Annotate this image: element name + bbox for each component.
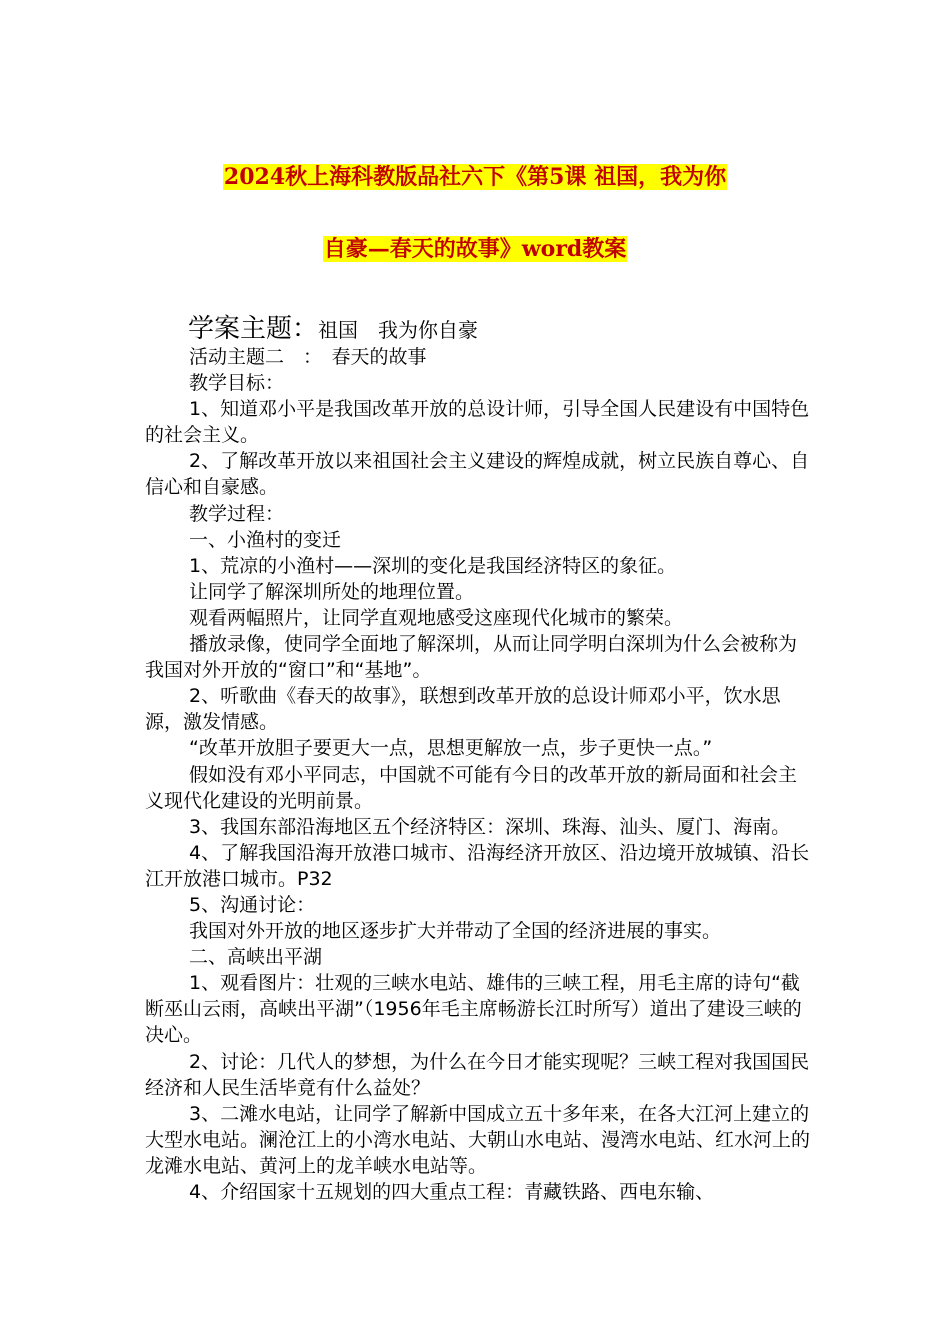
paragraph: 教学过程： bbox=[189, 502, 285, 525]
paragraph: 3、二滩水电站，让同学了解新中国成立五十多年来，在各大江河上建立的大型水电站。澜沧江上的小湾水电站、大朝山水电站、漫湾水电站、红水河上的龙滩水电站、黄河上的龙羊峡水电站等。 bbox=[145, 1102, 811, 1177]
paragraph: 5、沟通讨论： bbox=[189, 893, 316, 916]
paragraph: 4、了解我国沿海开放港口城市、沿海经济开放区、沿边境开放城镇、沿长江开放港口城市。P32 bbox=[145, 841, 810, 890]
paragraph: “改革开放胆子要更大一点，思想更解放一点，步子更快一点。” bbox=[189, 737, 713, 760]
subject-label: 学案主题： bbox=[188, 314, 319, 344]
paragraph: 2、听歌曲《春天的故事》，联想到改革开放的总设计师邓小平，饮水思源，激发情感。 bbox=[145, 685, 781, 734]
paragraph: 1、观看图片：壮观的三峡水电站、雄伟的三峡工程，用毛主席的诗句“截断巫山云雨，高峡出平湖”（1956年毛主席畅游长江时所写）道出了建设三峡的决心。 bbox=[145, 972, 802, 1047]
lesson-subject bbox=[188, 308, 478, 345]
subject-value: 祖国 我为你自豪 bbox=[318, 318, 479, 342]
paragraph: 让同学了解深圳所处的地理位置。 bbox=[189, 580, 475, 603]
paragraph: 2、了解改革开放以来祖国社会主义建设的辉煌成就，树立民族自尊心、自信心和自豪感。 bbox=[145, 450, 810, 499]
paragraph: 活动主题二 ： 春天的故事 bbox=[189, 346, 427, 368]
paragraph: 一、小渔村的变迁 bbox=[189, 528, 342, 551]
paragraph: 教学目标： bbox=[189, 372, 285, 395]
document-body bbox=[145, 344, 815, 1205]
document-title-line-2: 自豪—春天的故事》word教案 bbox=[323, 236, 627, 262]
paragraph: 我国对外开放的地区逐步扩大并带动了全国的经济进展的事实。 bbox=[189, 920, 722, 943]
paragraph: 假如没有邓小平同志，中国就不可能有今日的改革开放的新局面和社会主义现代化建设的光明前景。 bbox=[145, 763, 798, 812]
paragraph: 二、高峡出平湖 bbox=[189, 946, 323, 969]
paragraph: 1、知道邓小平是我国改革开放的总设计师，引导全国人民建设有中国特色的社会主义。 bbox=[145, 398, 810, 447]
paragraph: 3、我国东部沿海地区五个经济特区：深圳、珠海、汕头、厦门、海南。 bbox=[189, 815, 791, 838]
paragraph: 播放录像，使同学全面地了解深圳，从而让同学明白深圳为什么会被称为我国对外开放的“窗口”和“基地”。 bbox=[145, 633, 798, 682]
paragraph: 1、荒凉的小渔村——深圳的变化是我国经济特区的象征。 bbox=[189, 554, 677, 577]
document-title-line-1: 2024秋上海科教版品社六下《第5课 祖国，我为你 bbox=[223, 164, 727, 190]
paragraph: 观看两幅照片，让同学直观地感受这座现代化城市的繁荣。 bbox=[189, 606, 684, 629]
paragraph: 4、介绍国家十五规划的四大重点工程：青藏铁路、西电东输、 bbox=[189, 1181, 715, 1203]
paragraph: 2、讨论：几代人的梦想，为什么在今日才能实现呢？三峡工程对我国国民经济和人民生活毕竟有什么益处？ bbox=[145, 1050, 810, 1099]
